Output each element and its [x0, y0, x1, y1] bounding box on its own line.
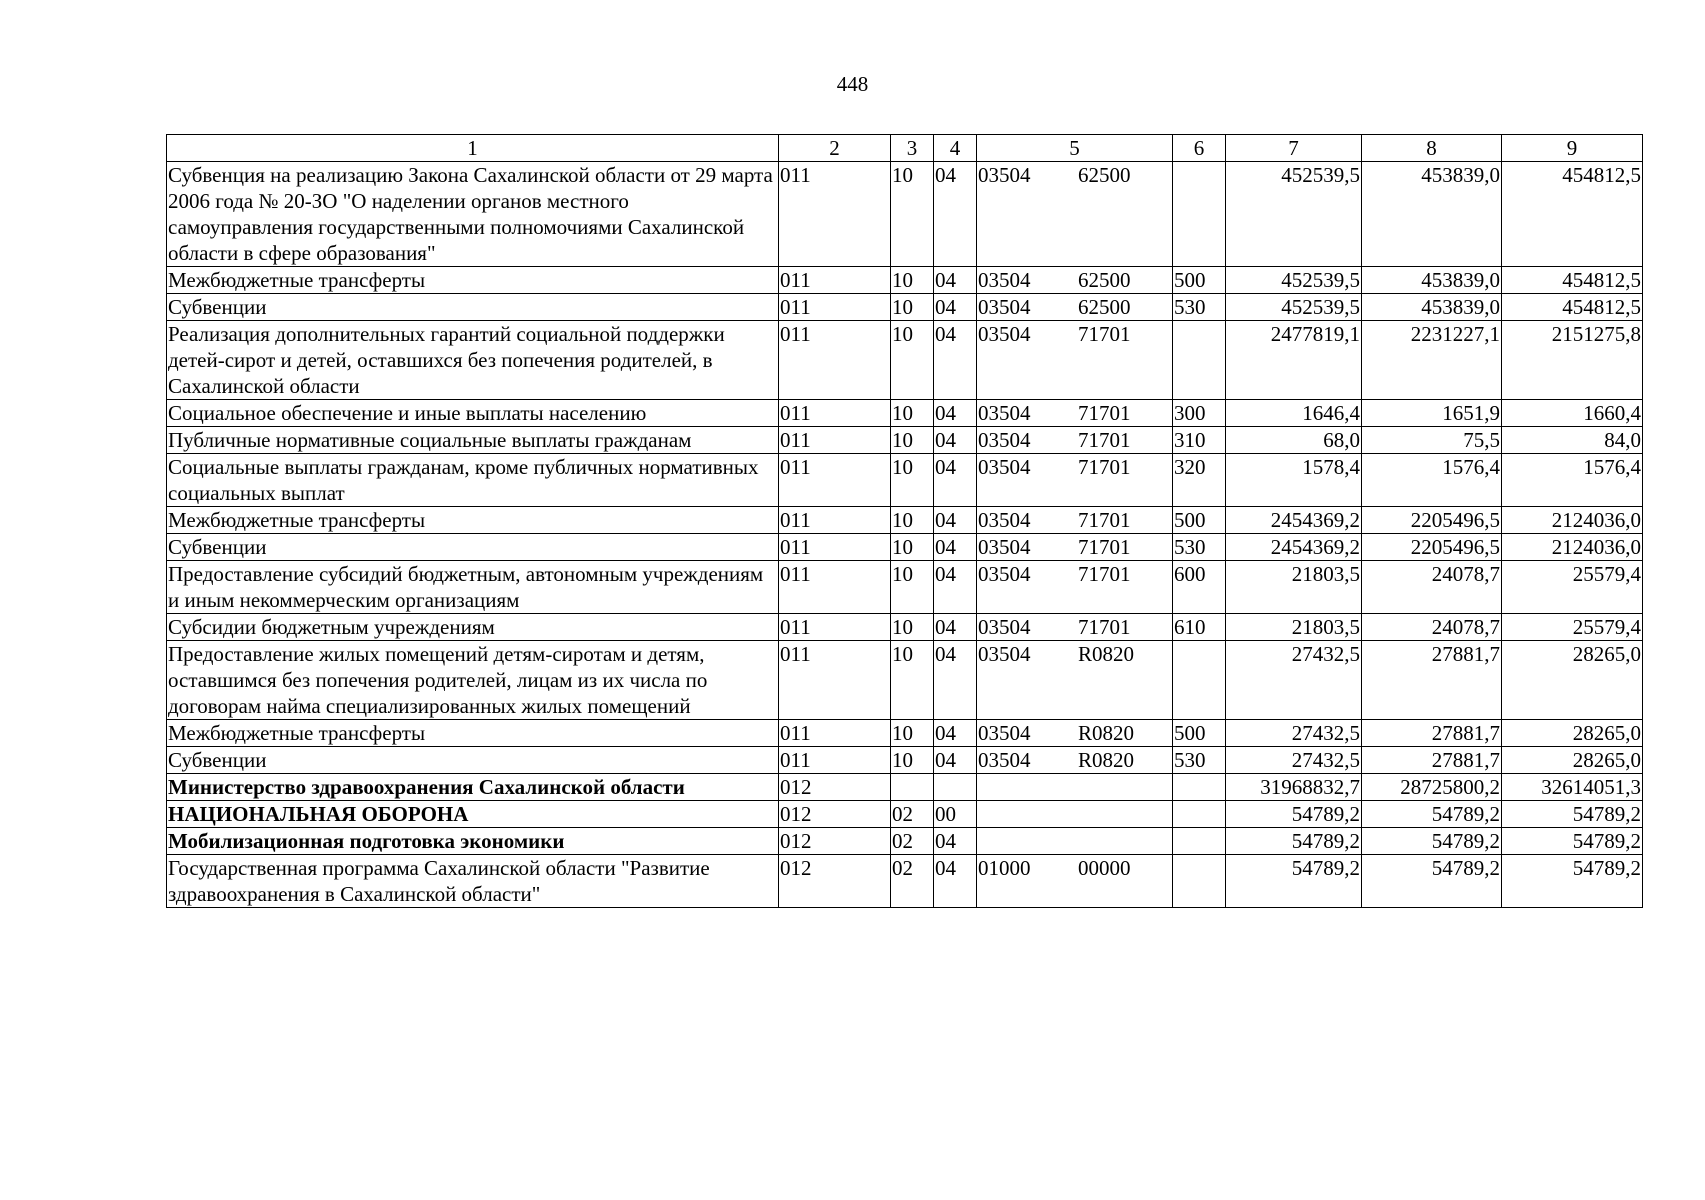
expense-type-cell [1173, 801, 1226, 828]
amount-year2-cell: 54789,2 [1362, 855, 1502, 908]
table-row [167, 427, 1643, 454]
target-article-cell [977, 321, 1173, 400]
expense-type-cell: 500 [1173, 507, 1226, 534]
amount-year2-cell: 28725800,2 [1362, 774, 1502, 801]
amount-year3-cell: 84,0 [1502, 427, 1643, 454]
section-code-cell: 10 [891, 507, 934, 534]
row-name-cell: Мобилизационная подготовка экономики [167, 828, 779, 855]
amount-year3-cell: 1576,4 [1502, 454, 1643, 507]
subsection-code-cell: 04 [934, 614, 977, 641]
expense-type-cell: 610 [1173, 614, 1226, 641]
direction-code: 62500 [1078, 268, 1131, 292]
amount-year1-cell: 54789,2 [1226, 855, 1362, 908]
subsection-code-cell: 04 [934, 641, 977, 720]
subsection-code-cell: 04 [934, 507, 977, 534]
direction-code: R0820 [1078, 642, 1135, 666]
chapter-code-cell: 011 [779, 747, 891, 774]
section-code-cell: 10 [891, 267, 934, 294]
subsection-code-cell: 04 [934, 267, 977, 294]
amount-year1-cell: 27432,5 [1226, 720, 1362, 747]
amount-year2-cell: 2205496,5 [1362, 534, 1502, 561]
direction-code: 71701 [1078, 562, 1131, 586]
target-article-cell [977, 427, 1173, 454]
table-row [167, 534, 1643, 561]
amount-year2-cell: 1651,9 [1362, 400, 1502, 427]
target-article-cell [977, 720, 1173, 747]
target-article-cell [977, 400, 1173, 427]
direction-code: 00000 [1078, 856, 1131, 880]
row-name-cell: Субвенции [167, 294, 779, 321]
program-code: 03504 [978, 508, 1031, 532]
direction-code: 71701 [1078, 322, 1131, 346]
amount-year2-cell: 54789,2 [1362, 828, 1502, 855]
table-row [167, 400, 1643, 427]
expense-type-cell: 530 [1173, 294, 1226, 321]
row-name-cell: Предоставление жилых помещений детям-сиротам и детям, оставшимся без попечения родителей, лицам из их числа по договорам найма специализированных жилых помещений [167, 641, 779, 720]
target-article-cell [977, 641, 1173, 720]
amount-year3-cell: 454812,5 [1502, 162, 1643, 267]
table-row [167, 561, 1643, 614]
program-code: 03504 [978, 535, 1031, 559]
target-article-cell [977, 855, 1173, 908]
row-name-cell: Межбюджетные трансферты [167, 720, 779, 747]
row-name-cell: Межбюджетные трансферты [167, 267, 779, 294]
amount-year2-cell: 27881,7 [1362, 720, 1502, 747]
amount-year2-cell: 24078,7 [1362, 561, 1502, 614]
amount-year1-cell: 2477819,1 [1226, 321, 1362, 400]
amount-year2-cell: 75,5 [1362, 427, 1502, 454]
row-name-cell: Субвенции [167, 747, 779, 774]
row-name-cell: Субсидии бюджетным учреждениям [167, 614, 779, 641]
subsection-code-cell: 04 [934, 294, 977, 321]
amount-year2-cell: 2231227,1 [1362, 321, 1502, 400]
row-name-cell: Социальное обеспечение и иные выплаты населению [167, 400, 779, 427]
section-code-cell: 10 [891, 427, 934, 454]
table-row [167, 774, 1643, 801]
table-row [167, 828, 1643, 855]
amount-year1-cell: 2454369,2 [1226, 507, 1362, 534]
column-header: 2 [779, 135, 891, 162]
amount-year2-cell: 27881,7 [1362, 747, 1502, 774]
budget-table [166, 134, 1643, 908]
row-name-cell: Министерство здравоохранения Сахалинской области [167, 774, 779, 801]
program-code: 03504 [978, 295, 1031, 319]
expense-type-cell: 500 [1173, 720, 1226, 747]
program-code: 03504 [978, 455, 1031, 479]
direction-code: 71701 [1078, 508, 1131, 532]
row-name-cell: Субвенция на реализацию Закона Сахалинской области от 29 марта 2006 года № 20-ЗО "О наделении органов местного самоуправления государственными полномочиями Сахалинской области в сфере образования" [167, 162, 779, 267]
section-code-cell: 02 [891, 828, 934, 855]
direction-code: R0820 [1078, 721, 1135, 745]
table-row [167, 162, 1643, 267]
target-article-cell [977, 507, 1173, 534]
direction-code: 71701 [1078, 615, 1131, 639]
subsection-code-cell: 04 [934, 747, 977, 774]
chapter-code-cell: 012 [779, 828, 891, 855]
amount-year3-cell: 2124036,0 [1502, 507, 1643, 534]
expense-type-cell [1173, 641, 1226, 720]
chapter-code-cell: 011 [779, 454, 891, 507]
subsection-code-cell: 04 [934, 427, 977, 454]
column-header: 3 [891, 135, 934, 162]
amount-year2-cell: 453839,0 [1362, 294, 1502, 321]
row-name-cell: Субвенции [167, 534, 779, 561]
chapter-code-cell: 012 [779, 855, 891, 908]
program-code: 03504 [978, 428, 1031, 452]
amount-year1-cell: 452539,5 [1226, 294, 1362, 321]
target-article-cell [977, 747, 1173, 774]
section-code-cell: 02 [891, 801, 934, 828]
expense-type-cell [1173, 774, 1226, 801]
row-name-cell: Публичные нормативные социальные выплаты гражданам [167, 427, 779, 454]
amount-year3-cell: 54789,2 [1502, 855, 1643, 908]
program-code: 03504 [978, 401, 1031, 425]
target-article-cell [977, 162, 1173, 267]
subsection-code-cell: 04 [934, 720, 977, 747]
chapter-code-cell: 012 [779, 774, 891, 801]
amount-year2-cell: 27881,7 [1362, 641, 1502, 720]
page-number: 448 [836, 72, 869, 96]
subsection-code-cell [934, 774, 977, 801]
amount-year1-cell: 68,0 [1226, 427, 1362, 454]
subsection-code-cell: 04 [934, 828, 977, 855]
chapter-code-cell: 011 [779, 267, 891, 294]
program-code: 01000 [978, 856, 1031, 880]
program-code: 03504 [978, 268, 1031, 292]
amount-year3-cell: 1660,4 [1502, 400, 1643, 427]
expense-type-cell: 310 [1173, 427, 1226, 454]
section-code-cell: 10 [891, 534, 934, 561]
amount-year3-cell: 2124036,0 [1502, 534, 1643, 561]
amount-year2-cell: 2205496,5 [1362, 507, 1502, 534]
amount-year1-cell: 1578,4 [1226, 454, 1362, 507]
header-row [167, 135, 1643, 162]
program-code: 03504 [978, 163, 1031, 187]
amount-year1-cell: 1646,4 [1226, 400, 1362, 427]
direction-code: 71701 [1078, 535, 1131, 559]
amount-year1-cell: 54789,2 [1226, 801, 1362, 828]
expense-type-cell: 500 [1173, 267, 1226, 294]
column-header: 4 [934, 135, 977, 162]
target-article-cell [977, 561, 1173, 614]
target-article-cell [977, 534, 1173, 561]
target-article-cell [977, 774, 1173, 801]
row-name-cell: Реализация дополнительных гарантий социальной поддержки детей-сирот и детей, оставшихся без попечения родителей, в Сахалинской области [167, 321, 779, 400]
chapter-code-cell: 011 [779, 641, 891, 720]
amount-year3-cell: 28265,0 [1502, 720, 1643, 747]
table-body [167, 162, 1643, 908]
column-header: 1 [167, 135, 779, 162]
amount-year2-cell: 453839,0 [1362, 162, 1502, 267]
subsection-code-cell: 04 [934, 534, 977, 561]
program-code: 03504 [978, 721, 1031, 745]
amount-year2-cell: 24078,7 [1362, 614, 1502, 641]
chapter-code-cell: 011 [779, 614, 891, 641]
amount-year3-cell: 54789,2 [1502, 828, 1643, 855]
direction-code: 71701 [1078, 455, 1131, 479]
amount-year3-cell: 28265,0 [1502, 747, 1643, 774]
row-name-cell: Государственная программа Сахалинской области "Развитие здравоохранения в Сахалинской области" [167, 855, 779, 908]
amount-year3-cell: 2151275,8 [1502, 321, 1643, 400]
subsection-code-cell: 04 [934, 561, 977, 614]
column-header: 9 [1502, 135, 1643, 162]
amount-year1-cell: 452539,5 [1226, 267, 1362, 294]
section-code-cell: 10 [891, 720, 934, 747]
amount-year3-cell: 454812,5 [1502, 294, 1643, 321]
amount-year3-cell: 54789,2 [1502, 801, 1643, 828]
row-name-cell: Межбюджетные трансферты [167, 507, 779, 534]
expense-type-cell: 530 [1173, 534, 1226, 561]
chapter-code-cell: 011 [779, 400, 891, 427]
subsection-code-cell: 04 [934, 454, 977, 507]
amount-year3-cell: 454812,5 [1502, 267, 1643, 294]
subsection-code-cell: 04 [934, 321, 977, 400]
program-code: 03504 [978, 642, 1031, 666]
expense-type-cell [1173, 828, 1226, 855]
target-article-cell [977, 454, 1173, 507]
expense-type-cell: 320 [1173, 454, 1226, 507]
amount-year3-cell: 32614051,3 [1502, 774, 1643, 801]
section-code-cell: 10 [891, 641, 934, 720]
amount-year1-cell: 54789,2 [1226, 828, 1362, 855]
section-code-cell: 10 [891, 454, 934, 507]
program-code: 03504 [978, 322, 1031, 346]
table-row [167, 720, 1643, 747]
section-code-cell: 02 [891, 855, 934, 908]
section-code-cell: 10 [891, 162, 934, 267]
chapter-code-cell: 011 [779, 321, 891, 400]
expense-type-cell: 600 [1173, 561, 1226, 614]
row-name-cell: Социальные выплаты гражданам, кроме публичных нормативных социальных выплат [167, 454, 779, 507]
chapter-code-cell: 012 [779, 801, 891, 828]
amount-year1-cell: 21803,5 [1226, 614, 1362, 641]
amount-year1-cell: 2454369,2 [1226, 534, 1362, 561]
subsection-code-cell: 00 [934, 801, 977, 828]
target-article-cell [977, 294, 1173, 321]
direction-code: 71701 [1078, 428, 1131, 452]
section-code-cell: 10 [891, 561, 934, 614]
chapter-code-cell: 011 [779, 720, 891, 747]
program-code: 03504 [978, 615, 1031, 639]
chapter-code-cell: 011 [779, 294, 891, 321]
table-row [167, 294, 1643, 321]
chapter-code-cell: 011 [779, 427, 891, 454]
amount-year2-cell: 1576,4 [1362, 454, 1502, 507]
section-code-cell: 10 [891, 747, 934, 774]
amount-year1-cell: 27432,5 [1226, 747, 1362, 774]
expense-type-cell [1173, 321, 1226, 400]
direction-code: 71701 [1078, 401, 1131, 425]
table-row [167, 267, 1643, 294]
chapter-code-cell: 011 [779, 507, 891, 534]
target-article-cell [977, 614, 1173, 641]
amount-year3-cell: 25579,4 [1502, 614, 1643, 641]
amount-year1-cell: 452539,5 [1226, 162, 1362, 267]
expense-type-cell [1173, 162, 1226, 267]
column-header: 5 [977, 135, 1173, 162]
expense-type-cell [1173, 855, 1226, 908]
subsection-code-cell: 04 [934, 855, 977, 908]
expense-type-cell: 300 [1173, 400, 1226, 427]
target-article-cell [977, 828, 1173, 855]
program-code: 03504 [978, 562, 1031, 586]
section-code-cell: 10 [891, 321, 934, 400]
target-article-cell [977, 801, 1173, 828]
subsection-code-cell: 04 [934, 162, 977, 267]
table-row [167, 614, 1643, 641]
direction-code: 62500 [1078, 163, 1131, 187]
row-name-cell: Предоставление субсидий бюджетным, автономным учреждениям и иным некоммерческим организациям [167, 561, 779, 614]
table-row [167, 321, 1643, 400]
subsection-code-cell: 04 [934, 400, 977, 427]
section-code-cell: 10 [891, 614, 934, 641]
amount-year2-cell: 54789,2 [1362, 801, 1502, 828]
direction-code: 62500 [1078, 295, 1131, 319]
table-row [167, 747, 1643, 774]
amount-year1-cell: 31968832,7 [1226, 774, 1362, 801]
program-code: 03504 [978, 748, 1031, 772]
section-code-cell: 10 [891, 400, 934, 427]
amount-year2-cell: 453839,0 [1362, 267, 1502, 294]
section-code-cell: 10 [891, 294, 934, 321]
amount-year3-cell: 25579,4 [1502, 561, 1643, 614]
column-header: 6 [1173, 135, 1226, 162]
amount-year1-cell: 21803,5 [1226, 561, 1362, 614]
expense-type-cell: 530 [1173, 747, 1226, 774]
column-header: 8 [1362, 135, 1502, 162]
section-code-cell [891, 774, 934, 801]
target-article-cell [977, 267, 1173, 294]
amount-year3-cell: 28265,0 [1502, 641, 1643, 720]
table-row [167, 855, 1643, 908]
table-row [167, 641, 1643, 720]
table-row [167, 801, 1643, 828]
column-header: 7 [1226, 135, 1362, 162]
chapter-code-cell: 011 [779, 162, 891, 267]
chapter-code-cell: 011 [779, 561, 891, 614]
amount-year1-cell: 27432,5 [1226, 641, 1362, 720]
chapter-code-cell: 011 [779, 534, 891, 561]
direction-code: R0820 [1078, 748, 1135, 772]
table-row [167, 507, 1643, 534]
row-name-cell: НАЦИОНАЛЬНАЯ ОБОРОНА [167, 801, 779, 828]
table-row [167, 454, 1643, 507]
